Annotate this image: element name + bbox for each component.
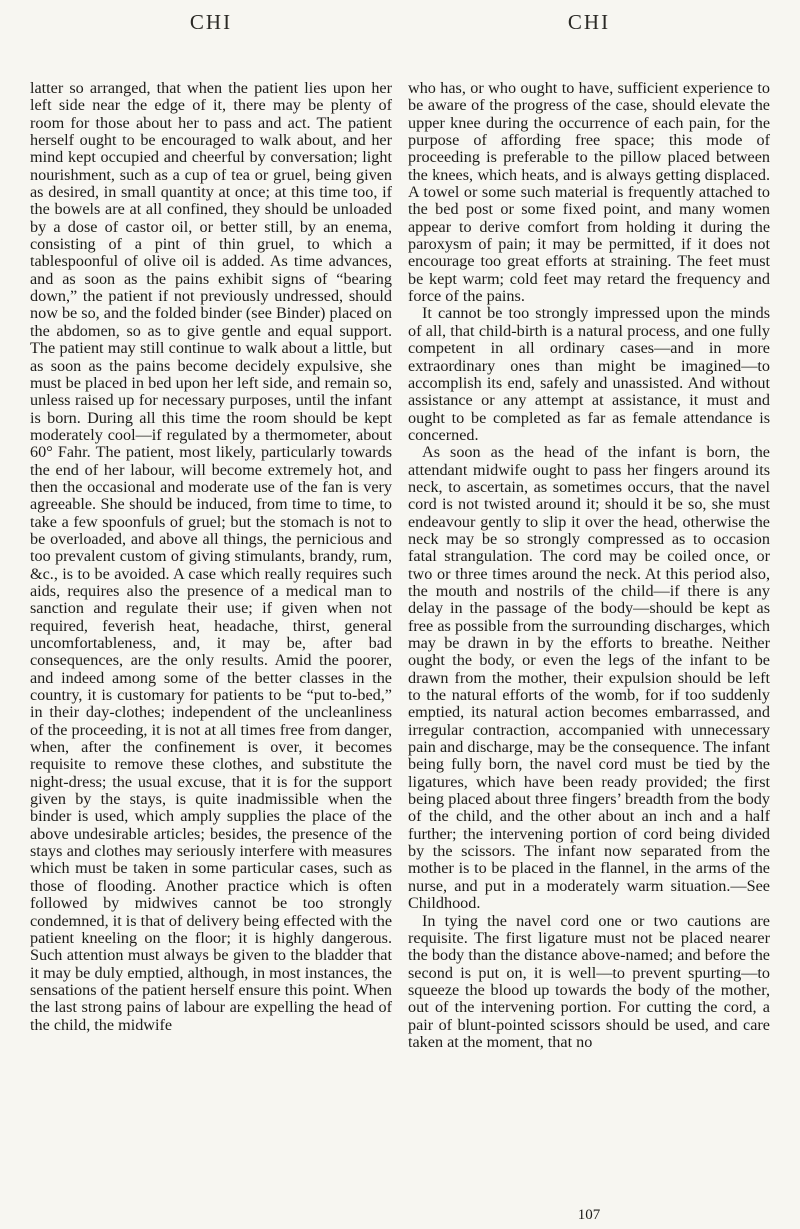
running-head-right: CHI [567, 10, 611, 34]
page-number: 107 [577, 1207, 601, 1223]
paragraph: It cannot be too strongly impressed upon the minds of all, that child-birth is a natural process, and one fully competent in all ordinary cases—and in more extraordinary ones than might be imagined—to accomplish its end, safely and unassisted. And without assistance or any attempt at assistance, it must and ought to be completed as far as female attendance is concerned. [408, 304, 770, 444]
paragraph: As soon as the head of the infant is born, the attendant midwife ought to pass her fingers around its neck, to ascertain, as sometimes occurs, that the navel cord is not twisted around it; should it be so, she must endeavour gently to slip it over the head, otherwise the neck may be so strongly compressed as to occasion fatal strangulation. The cord may be coiled once, or two or three times around the neck. At this period also, the mouth and nostrils of the child—if there is any delay in the passage of the body—should be kept as free as possible from the surrounding discharges, which may be drawn in by the efforts to breathe. Neither ought the body, or even the legs of the infant to be drawn from the mother, their expulsion should be left to the natural efforts of the womb, for if too suddenly emptied, its natural action becomes embarrassed, and irregular contraction, accompanied with unnecessary pain and discharge, may be the consequence. The infant being fully born, the navel cord must be tied by the ligatures, which have been ready provided; the first being placed about three fingers’ breadth from the body of the child, and the other about an inch and a half further; the intervening portion of cord being divided by the scissors. The infant now separated from the mother is to be placed in the flannel, in the arms of the nurse, and put in a moderately warm situation.—See Childhood. [408, 443, 770, 913]
paragraph: In tying the navel cord one or two cautions are requisite. The first ligature must not be placed nearer the body than the distance above-named; and before the second is put on, it is well—to prevent spurting—to squeeze the blood up towards the body of the mother, out of the intervening portion. For cutting the cord, a pair of blunt-pointed scissors should be used, and care taken at the moment, that no [408, 911, 770, 1051]
running-head-left: CHI [189, 10, 233, 34]
text-column-left [30, 80, 392, 1034]
paragraph: latter so arranged, that when the patient lies upon her left side near the edge of it, there may be plenty of room for those about her to pass and act. The patient herself ought to be encouraged to walk about, and her mind kept occupied and cheerful by conversation; light nourishment, such as a cup of tea or gruel, being given as desired, in small quantity at once; at this time too, if the bowels are at all confined, they should be unloaded by a dose of castor oil, or better still, by an enema, consisting of a pint of thin gruel, to which a tablespoonful of olive oil is added. As time advances, and as soon as the pains exhibit signs of “bearing down,” the patient if not previously undressed, should now be so, and the folded binder (see Binder) placed on the abdomen, so as to give gentle and equal support. The patient may still continue to walk about a little, but as soon as the pains become decidely expulsive, she must be placed in bed upon her left side, and remain so, unless raised up for necessary purposes, until the infant is born. During all this time the room should be kept moderately cool—if regulated by a thermometer, about 60° Fahr. The patient, most likely, particularly towards the end of her labour, will become extremely hot, and then the occasional and moderate use of the fan is very agreeable. She should be induced, from time to time, to take a few spoonfuls of gruel; but the stomach is not to be overloaded, and above all things, the pernicious and too prevalent custom of giving stimulants, brandy, rum, &c., is to be avoided. A case which really requires such aids, requires also the presence of a medical man to sanction and regulate their use; if given when not required, feverish heat, headache, thirst, general uncomfortableness, and, it may be, after bad consequences, are the only results. Amid the poorer, and indeed among some of the better classes in the country, it is customary for patients to be “put to-bed,” in their day-clothes; independent of the uncleanliness of the proceeding, it is not at all times free from danger, when, after the confinement is over, it becomes requisite to remove these clothes, and substitute the night-dress; the usual excuse, that it is for the support given by the stays, is quite inadmissible when the binder is used, which amply supplies the place of the above undesirable articles; besides, the presence of the stays and clothes may seriously interfere with measures which must be taken in some particular cases, such as those of flooding. Another practice which is often followed by midwives cannot be too strongly condemned, it is that of delivery being effected with the patient kneeling on the floor; it is highly dangerous. Such attention must always be given to the bladder that it may be duly emptied, although, in most instances, the sensations of the patient herself ensure this point. When the last strong pains of labour are expelling the head of the child, the midwife [30, 79, 393, 1034]
text-column-right [408, 80, 770, 1051]
paragraph: who has, or who ought to have, sufficient experience to be aware of the progress of the case, should elevate the upper knee during the occurrence of each pain, for the purpose of affording free space; this mode of proceeding is preferable to the pillow placed between the knees, which heats, and is always getting displaced. A towel or some such material is frequently attached to the bed post or some fixed point, and many women appear to derive comfort from holding it during the paroxysm of pain; it may be permitted, if it does not encourage too great efforts at straining. The feet must be kept warm; cold feet may retard the frequency and force of the pains. [408, 79, 770, 306]
